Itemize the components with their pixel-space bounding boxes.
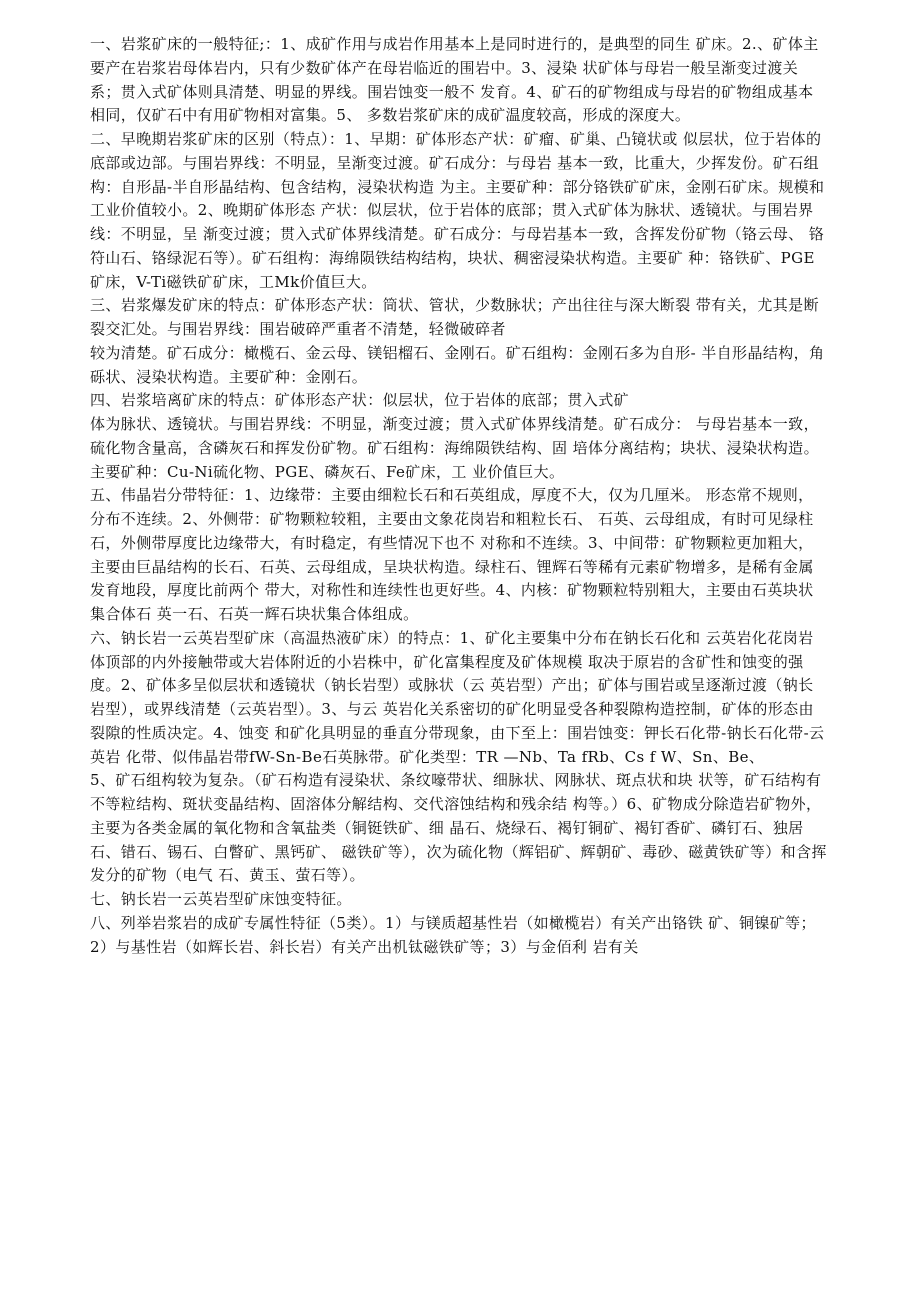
- paragraph-metallogenic-specialization: 八、列举岩浆岩的成矿专属性特征（5类）。1）与镁质超基性岩（如橄榄岩）有关产出铬铁 矿、铜镍矿等；2）与基性岩（如辉长岩、斜长岩）有关产出机钛磁铁矿等；3）与金佰利 岩有关: [90, 913, 816, 956]
- paragraph-explosive-deposits: 三、岩浆爆发矿床的特点：矿体形态产状：筒状、管状，少数脉状；产出往往与深大断裂 带有关，尤其是断裂交汇处。与围岩界线：围岩破碎严重者不清楚，轻微破碎者: [90, 296, 819, 338]
- paragraph-alteration-features: 七、钠长岩一云英岩型矿床蚀变特征。: [90, 890, 352, 908]
- paragraph-explosive-deposits-cont: 较为清楚。矿石成分：橄榄石、金云母、镁铝榴石、金刚石。矿石组构：金刚石多为自形- 半自形晶结构，角砾状、浸染状构造。主要矿种：金刚石。: [90, 343, 825, 386]
- paragraph-magmatic-deposit-features: 一、岩浆矿床的一般特征;：1、成矿作用与成岩作用基本上是同时进行的，是典型的同生 矿床。2.、矿体主要产在岩浆岩母体岩内，只有少数矿体产在母岩临近的围岩中。3、浸染 状矿体与母岩一般呈渐变过渡关系；贯入式矿体则具清楚、明显的界线。围岩蚀变一般不 发育。4、矿石的矿物组成与母岩的矿物组成基本相同，仅矿石中有用矿物相对富集。5、 多数岩浆矿床的成矿温度较高，形成的深度大。: [90, 35, 819, 125]
- paragraph-ore-fabric: 5、矿石组构较为复杂。（矿石构造有浸染状、条纹嚎带状、细脉状、网脉状、斑点状和块 状等，矿石结构有不等粒结构、斑状变晶结构、固溶体分解结构、交代溶蚀结构和残余结 构等。）6、矿物成分除造岩矿物外，主要为各类金属的氧化物和含氧盐类（铜铤铁矿、细 晶石、烧绿石、褐钉铜矿、褐钉香矿、磷钉石、独居石、错石、锡石、白瞥矿、黑钙矿、 磁铁矿等），次为硫化物（辉铝矿、辉朝矿、毒砂、磁黄铁矿等）和含挥发分的矿物（电气 石、黄玉、萤石等）。: [90, 771, 827, 885]
- paragraph-segregation-deposits-cont: 体为脉状、透镜状。与围岩界线：不明显，渐变过渡；贯入式矿体界线清楚。矿石成分： 与母岩基本一致，硫化物含量高，含磷灰石和挥发份矿物。矿石组构：海绵陨铁结构、固 培体分离结构；块状、浸染状构造。主要矿种：Cu-Ni硫化物、PGE、磷灰石、Fe矿床，工 业价值巨大。: [90, 415, 819, 481]
- paragraph-pegmatite-zoning: 五、伟晶岩分带特征：1、边缘带：主要由细粒长石和石英组成，厚度不大，仅为几厘米。 形态常不规则，分布不连续。2、外侧带：矿物颗粒较粗，主要由文象花岗岩和粗粒长石、 石英、云母组成，有时可见绿柱石，外侧带厚度比边缘带大，有时稳定，有些情况下也不 对称和不连续。3、中间带：矿物颗粒更加粗大，主要由巨晶结构的长石、石英、云母组成，呈块状构造。绿柱石、锂辉石等稀有元素矿物增多，是稀有金属发育地段，厚度比前两个 带大，对称性和连续性也更好些。4、内核：矿物颗粒特别粗大，主要由石英块状集合体石 英一石、石英一辉石块状集合体组成。: [90, 486, 814, 623]
- paragraph-early-late-magmatic-deposits: 二、早晚期岩浆矿床的区别（特点）：1、早期：矿体形态产状：矿瘤、矿巢、凸镜状或 似层状，位于岩体的底部或边部。与围岩界线：不明显，呈渐变过渡。矿石成分：与母岩 基本一致，比重大，少挥发份。矿石组构：自形晶-半自形晶结构、包含结构，浸染状构造 为主。主要矿种：部分铬铁矿矿床，金刚石矿床。规模和工业价值较小。2、晚期矿体形态 产状：似层状，位于岩体的底部；贯入式矿体为脉状、透镜状。与围岩界线：不明显，呈 渐变过渡；贯入式矿体界线清楚。矿石成分：与母岩基本一致，含挥发份矿物（铬云母、 铬符山石、铬绿泥石等）。矿石组构：海绵陨铁结构结构，块状、稠密浸染状构造。主要矿 种：铬铁矿、PGE矿床，V-Ti磁铁矿矿床，工Mk价值巨大。: [90, 130, 825, 291]
- paragraph-segregation-deposits: 四、岩浆培离矿床的特点：矿体形态产状：似层状，位于岩体的底部；贯入式矿: [90, 391, 630, 410]
- paragraph-albitite-greisen-features: 六、钠长岩一云英岩型矿床（高温热液矿床）的特点：1、矿化主要集中分布在钠长石化和 云英岩化花岗岩体顶部的内外接触带或大岩体附近的小岩株中，矿化富集程度及矿体规模 取决于原岩的含矿性和蚀变的强度。2、矿体多呈似层状和透镜状（钠长岩型）或脉状（云 英岩型）产出；矿体与围岩或呈逐渐过渡（钠长岩型），或界线清楚（云英岩型）。3、与云 英岩化关系密切的矿化明显受各种裂隙构造控制，矿体的形态由裂隙的性质决定。4、蚀变 和矿化具明显的垂直分带现象，由下至上：围岩蚀变：钾长石化带-钠长石化带-云英岩 化带、似伟晶岩带fW-Sn-Be石英脉带。矿化类型：TR —Nb、Ta fRb、Cs f W、Sn、Be、: [90, 628, 825, 766]
